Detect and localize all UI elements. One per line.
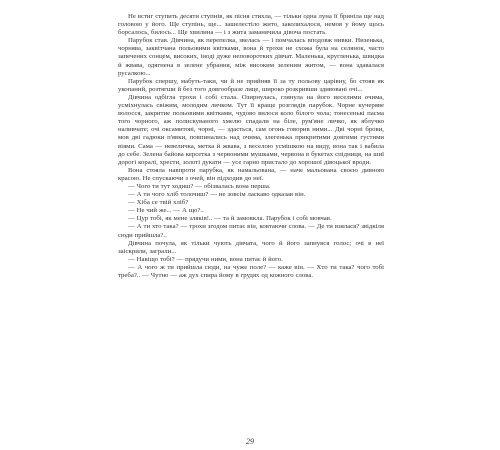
paragraph: — Хіба се твій хліб? [128, 199, 189, 207]
paragraph: — Чого ти тут ходиш? — обізвалась вона перша. [128, 182, 271, 190]
body-text [118, 13, 384, 280]
paragraph: — А чого ж ти прийшла сюди, на чуже поле? — каже він. — Хто ти така? чого тобі треба?.. — Чутно — аж дух спира йому в грудях од кожного слова. [118, 263, 384, 279]
paragraph: Дівчина одбігла трохи і собі стала. Озирнулась, глянула на його веселими очима, усміхнулась свіжим, молодим личком. Тут її краще розглядів парубок. Чорне кучеряве волосся, закритие польовими квітками, чудово вилося коло білого чола; тонесенькі пасма того чорного, аж полискуваного хмелю спадали на біле, рум'яне личко, як яблучко наливчате; очі оксамитові, чорні, — здасться, сам огонь говорив ними... Дві чорні брови, мов дві гадюки п'явки, повпинались над очима, злегенька прикритими довгими густими віями. Сама — невеличка, метка й жвава, з веселою усмішкою на виду, вона так і вабила до себе. Зелена байова керсетка з червоними мушками, червона в букетах спідниця, на шиї дорогі коралі, хрести, золоті дукати — усе гарно пристало до хорошої дівоцької вроди. [118, 93, 384, 166]
page-number: 29 [246, 437, 254, 446]
paragraph: — А ти хто така? — трохи згодом питає він, ковтаючи слова. — Де ти взялася? звідкіля сюди прийшла?.. [118, 223, 384, 239]
paragraph: Вона стояла навпроти парубка, як намальована, — наче мальована своєю дивною красою. Не спускаючи з очей, він підходив до неї. [118, 166, 384, 182]
paragraph: Дівчина почула, як тільки чують дівчата, чого й його запнувся голос; очі в неї заіскрили, заграли... [118, 239, 384, 255]
paragraph: — Цур тобі, як мене зляків!.. — та й замовкла. Парубок і собі мовчав. [128, 215, 332, 223]
paragraph: — А ти чого хліб толочиш? — не зовсім ласкаво одказав він. [128, 191, 306, 199]
paragraph: Парубок спершу, мабуть-таки, чи й не прийняв її за ту польову царівну, бо стояв як укопаний, розтягши й без того довгообразе лице, широко розкривши здивовані очі... [118, 77, 384, 93]
paragraph: — Навіщо тобі? — прядучи ними, вона питає й його. [128, 255, 283, 263]
paragraph: — Не чий же... — А що?.. [128, 207, 204, 215]
paragraph: Не встиг ступить десяти ступнів, як пісня стихла, — тільки одна луна її бриніла ще над головою у його. Ще ступінь, ще... зашелестіло жито, заколихалося, немов у йому щось борсалось, билось... Ще хвилина — і з жита заманячила дівоча постать. [118, 13, 384, 37]
paragraph: Парубок став. Дівчина, як перепелка, звелась — і помчалась вподовж нивки. Низенька, чорнява, заквітчана польовими квітками, вона й трохи не схожа була на селянок, часто запечених сонцем, високих, іноді дуже неповоротких дівчат. Маленька, кругленька, швидка й жвава, одягнена в зелене убрання, між високим зеленим житом, — вона здавалася русалкою... [118, 37, 384, 77]
